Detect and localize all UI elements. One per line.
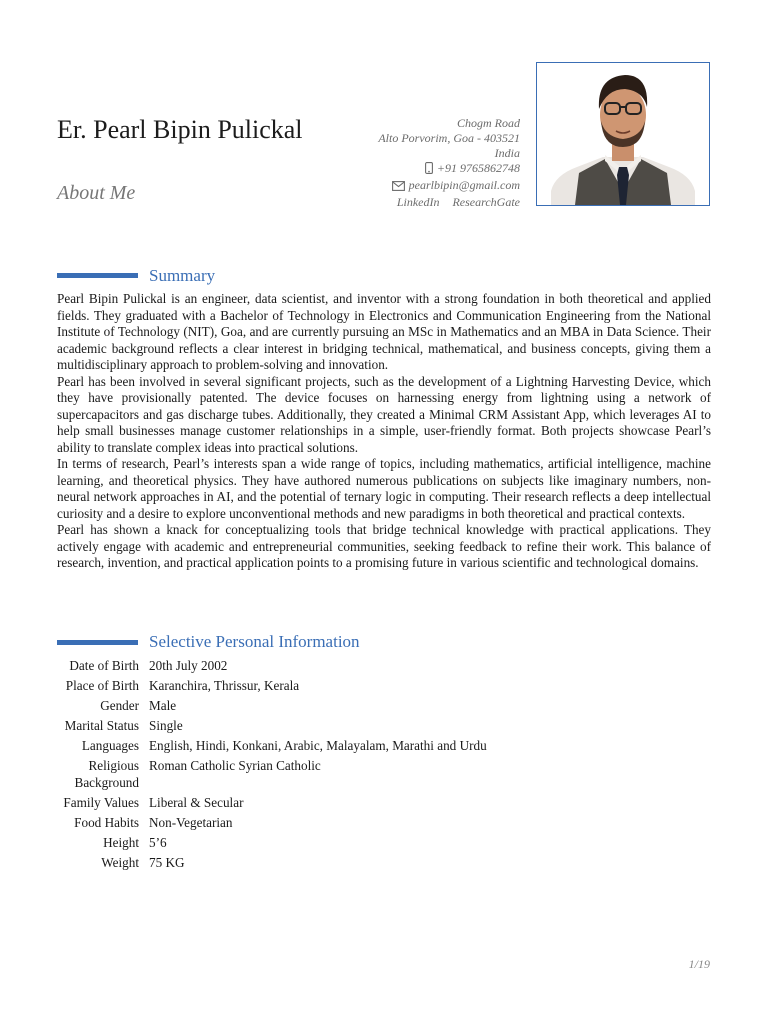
envelope-icon [392, 180, 405, 195]
email-address: pearlbipin@gmail.com [408, 178, 520, 192]
info-label: Family Values [63, 795, 139, 810]
info-value: 5’6 [149, 835, 167, 850]
info-label: Weight [101, 855, 139, 870]
info-row [57, 834, 711, 851]
info-row [57, 794, 711, 811]
profile-photo [536, 62, 710, 206]
mobile-phone-icon [425, 162, 433, 178]
section-rule [57, 640, 138, 645]
info-label: Religious Background [74, 758, 139, 790]
address-line: Alto Porvorim, Goa - 403521 [378, 131, 520, 145]
summary-text [57, 291, 711, 572]
phone-row[interactable] [330, 161, 520, 178]
info-label: Gender [100, 698, 139, 713]
info-row [57, 677, 711, 694]
info-row [57, 814, 711, 831]
section-rule [57, 273, 138, 278]
info-label: Place of Birth [65, 678, 139, 693]
info-value: 75 KG [149, 855, 185, 870]
info-value: Liberal & Secular [149, 795, 244, 810]
page-number: 1/19 [688, 957, 710, 971]
linkedin-link[interactable]: LinkedIn [396, 195, 440, 209]
email-row[interactable] [330, 178, 520, 195]
section-title-personal: Selective Personal Information [149, 632, 360, 651]
person-name: Er. Pearl Bipin Pulickal [57, 115, 303, 144]
info-label: Height [103, 835, 139, 850]
info-row [57, 757, 711, 791]
contact-block [330, 116, 520, 210]
info-value: English, Hindi, Konkani, Arabic, Malayalam, Marathi and Urdu [149, 738, 487, 753]
address-country: India [494, 146, 520, 160]
info-row [57, 737, 711, 754]
section-title-summary: Summary [149, 266, 216, 285]
info-label: Date of Birth [69, 658, 139, 673]
personal-info-table [57, 657, 711, 874]
info-value: Non-Vegetarian [149, 815, 233, 830]
info-row [57, 854, 711, 871]
page-subtitle: About Me [57, 182, 136, 204]
address-line: Chogm Road [457, 116, 520, 130]
info-label: Food Habits [74, 815, 139, 830]
info-value: Karanchira, Thrissur, Kerala [149, 678, 300, 693]
summary-paragraph: In terms of research, Pearl’s interests span a wide range of topics, including mathematics, artificial intelligence, machine learning, and theoretical physics. They have authored numerous publications on subjects like imaginary numbers, non-neural network approaches in AI, and the potential of ternary logic in computing. Their research reflects a deep intellectual curiosity and a desire to explore unconventional methods and new paradigms in both theoretical and practical contexts. [57, 456, 711, 521]
info-label: Marital Status [64, 718, 139, 733]
profile-links [330, 195, 520, 210]
info-row [57, 697, 711, 714]
summary-paragraph: Pearl has shown a knack for conceptualizing tools that bridge technical knowledge with practical applications. They actively engage with academic and entrepreneurial communities, seeking feedback to refine their work. This balance of research, invention, and practical application points to a promising future in various scientific and technological domains. [57, 522, 711, 570]
info-value: Roman Catholic Syrian Catholic [149, 758, 321, 773]
summary-paragraph: Pearl Bipin Pulickal is an engineer, data scientist, and inventor with a strong foundation in both theoretical and applied fields. They graduated with a Bachelor of Technology in Electronics and Communication Engineering from the National Institute of Technology (NIT), Goa, and are currently pursuing an MSc in Mathematics and an MBA in Data Science. Their academic background reflects a clear interest in bridging technical, mathematical, and business concepts, giving them a multidisciplinary approach to problem-solving and innovation. [57, 291, 711, 372]
info-value: Single [149, 718, 183, 733]
info-row [57, 717, 711, 734]
info-label: Languages [81, 738, 139, 753]
info-value: 20th July 2002 [149, 658, 228, 673]
researchgate-link[interactable]: ResearchGate [452, 195, 520, 209]
info-row [57, 657, 711, 674]
phone-number: +91 9765862748 [436, 161, 520, 175]
summary-paragraph: Pearl has been involved in several significant projects, such as the development of a Lightning Harvesting Device, which they have provisionally patented. The device focuses on harnessing energy from lightning using a network of supercapacitors and gas discharge tubes. Additionally, they created a Minimal CRM Assistant App, which leverages AI to help small businesses manage customer relationships in a simple, user-friendly format. Both projects showcase Pearl’s ability to translate complex ideas into practical solutions. [57, 373, 711, 455]
info-value: Male [149, 698, 177, 713]
